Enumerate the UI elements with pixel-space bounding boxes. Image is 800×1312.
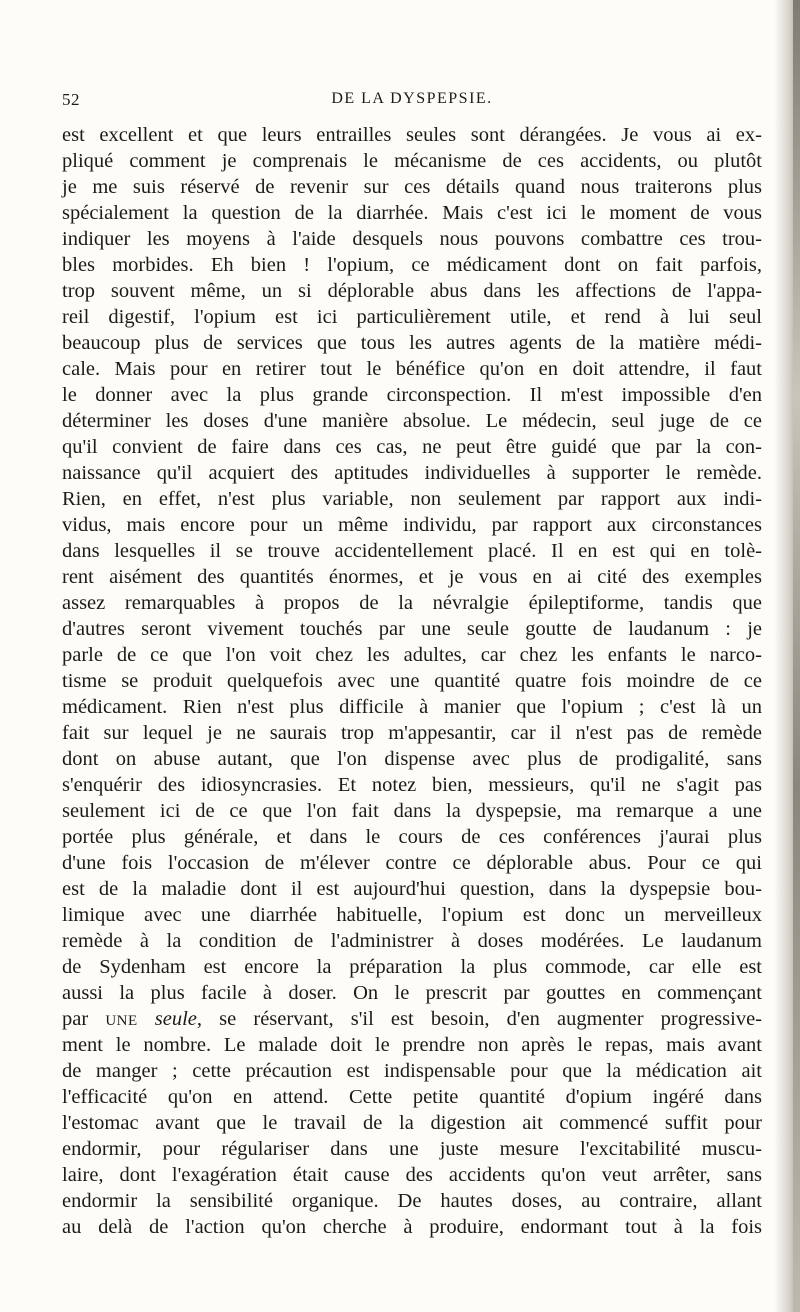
text-line: tisme se produit quelquefois avec une quantité quatre fois moindre de ce	[62, 670, 762, 692]
text-line: aussi la plus facile à doser. On le prescrit par gouttes en commençant	[62, 982, 762, 1004]
text-line: Rien, en effet, n'est plus variable, non seulement par rapport aux indi-	[62, 488, 762, 510]
text-line: d'une fois l'occasion de m'élever contre ce déplorable abus. Pour ce qui	[62, 852, 762, 874]
line-35-after: , se réservant, s'il est besoin, d'en augmenter progressive-	[196, 1008, 762, 1030]
text-line: endormir, pour régulariser dans une juste mesure l'excitabilité muscu-	[62, 1138, 762, 1160]
text-line: qu'il convient de faire dans ces cas, ne peut être guidé que par la con-	[62, 436, 762, 458]
text-line: le donner avec la plus grande circonspection. Il m'est impossible d'en	[62, 384, 762, 406]
page-number: 52	[62, 90, 80, 109]
text-line: médicament. Rien n'est plus difficile à manier que l'opium ; c'est là un	[62, 696, 762, 718]
text-line: indiquer les moyens à l'aide desquels nous pouvons combattre ces trou-	[62, 228, 762, 250]
text-line: limique avec une diarrhée habituelle, l'opium est donc un merveilleux	[62, 904, 762, 926]
text-line: bles morbides. Eh bien ! l'opium, ce médicament dont on fait parfois,	[62, 254, 762, 276]
text-line: naissance qu'il acquiert des aptitudes individuelles à supporter le remède.	[62, 462, 762, 484]
text-line: dans lesquelles il se trouve accidentellement placé. Il en est qui en tolè-	[62, 540, 762, 562]
text-line: spécialement la question de la diarrhée. Mais c'est ici le moment de vous	[62, 202, 762, 224]
text-line: pliqué comment je comprenais le mécanisme de ces accidents, ou plutôt	[62, 150, 762, 172]
text-line: est excellent et que leurs entrailles seules sont dérangées. Je vous ai ex-	[62, 124, 762, 146]
text-line: je me suis réservé de revenir sur ces détails quand nous traiterons plus	[62, 176, 762, 198]
text-line: de Sydenham est encore la préparation la plus commode, car elle est	[62, 956, 762, 978]
line-35-before: par	[62, 1008, 106, 1030]
small-caps-word: UNE	[105, 1013, 138, 1029]
text-line: trop souvent même, un si déplorable abus dans les affections de l'appa-	[62, 280, 762, 302]
page-edge-shadow	[774, 0, 800, 1312]
text-line: de manger ; cette précaution est indispensable pour que la médication ait	[62, 1060, 762, 1082]
text-line: déterminer les doses d'une manière absolue. Le médecin, seul juge de ce	[62, 410, 762, 432]
text-line-mixed	[62, 1006, 762, 1032]
text-line: est de la maladie dont il est aujourd'hui question, dans la dyspepsie bou-	[62, 878, 762, 900]
text-line: rent aisément des quantités énormes, et je vous en ai cité des exemples	[62, 566, 762, 588]
running-title: DE LA DYSPEPSIE.	[331, 90, 493, 107]
text-line: l'efficacité qu'on en attend. Cette petite quantité d'opium ingéré dans	[62, 1086, 762, 1108]
text-line: laire, dont l'exagération était cause des accidents qu'on veut arrêter, sans	[62, 1164, 762, 1186]
text-line: vidus, mais encore pour un même individu, par rapport aux circonstances	[62, 514, 762, 536]
text-line: assez remarquables à propos de la névralgie épileptiforme, tandis que	[62, 592, 762, 614]
text-line: dont on abuse autant, que l'on dispense avec plus de prodigalité, sans	[62, 748, 762, 770]
text-line: portée plus générale, et dans le cours de ces conférences j'aurai plus	[62, 826, 762, 848]
text-line: ment le nombre. Le malade doit le prendre non après le repas, mais avant	[62, 1034, 762, 1056]
text-line: reil digestif, l'opium est ici particulièrement utile, et rend à lui seul	[62, 306, 762, 328]
italic-word: seule	[154, 1008, 197, 1030]
text-line: endormir la sensibilité organique. De hautes doses, au contraire, allant	[62, 1190, 762, 1212]
text-line: s'enquérir des idiosyncrasies. Et notez bien, messieurs, qu'il ne s'agit pas	[62, 774, 762, 796]
text-line: remède à la condition de l'administrer à doses modérées. Le laudanum	[62, 930, 762, 952]
text-line: parle de ce que l'on voit chez les adultes, car chez les enfants le narco-	[62, 644, 762, 666]
text-line: fait sur lequel je ne saurais trop m'appesantir, car il n'est pas de remède	[62, 722, 762, 744]
text-line: l'estomac avant que le travail de la digestion ait commencé suffit pour	[62, 1112, 762, 1134]
body-text	[62, 122, 762, 1240]
text-line: au delà de l'action qu'on cherche à produire, endormant tout à la fois	[62, 1216, 762, 1238]
running-head	[62, 90, 762, 114]
text-line: cale. Mais pour en retirer tout le bénéfice qu'on en doit attendre, il faut	[62, 358, 762, 380]
text-line: d'autres seront vivement touchés par une seule goutte de laudanum : je	[62, 618, 762, 640]
text-line: beaucoup plus de services que tous les autres agents de la matière médi-	[62, 332, 762, 354]
text-line: seulement ici de ce que l'on fait dans la dyspepsie, ma remarque a une	[62, 800, 762, 822]
